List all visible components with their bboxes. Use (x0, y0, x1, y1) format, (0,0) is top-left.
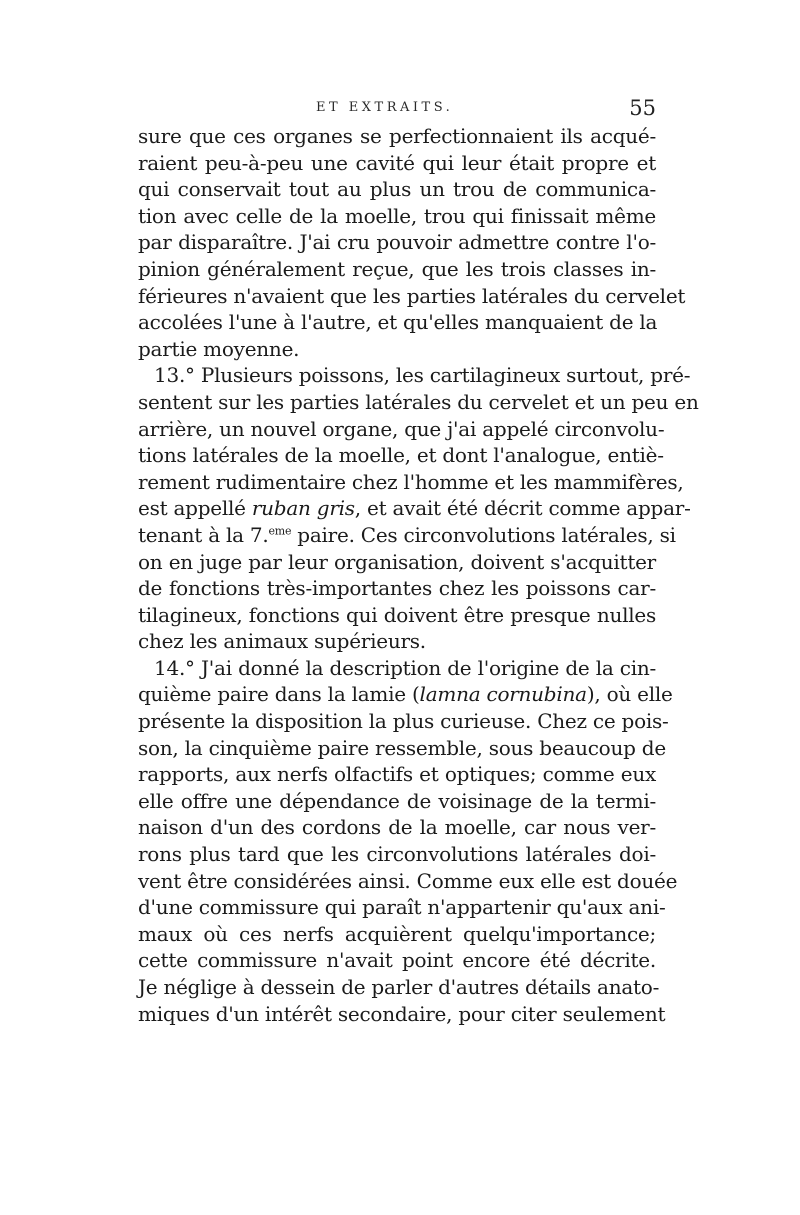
superscript: eme (268, 524, 292, 538)
running-head: ET EXTRAITS. (316, 100, 454, 115)
text-line: d'une commissure qui paraît n'appartenir qu'aux ani- (138, 895, 666, 920)
text-line: chez les animaux supérieurs. (138, 629, 426, 654)
text-segment: quième paire dans la lamie ( (138, 682, 420, 707)
text-segment: tenant à la 7. (138, 522, 269, 547)
text-line: son, la cinquième paire ressemble, sous beaucoup de (138, 735, 666, 760)
paragraph-13-start: 13.° Plusieurs poissons, les cartilagineux surtout, pré- (154, 363, 691, 388)
text-line: pinion généralement reçue, que les trois classes in- (138, 256, 656, 281)
text-line: Je néglige à dessein de parler d'autres détails anato- (138, 975, 660, 999)
text-line: naison d'un des cordons de la moelle, car nous ver- (138, 815, 656, 840)
text-line: rapports, aux nerfs olfactifs et optiques; comme eux (138, 762, 656, 787)
text-line: elle offre une dépendance de voisinage de la termi- (138, 788, 656, 813)
text-line: de fonctions très-importantes chez les poissons car- (138, 576, 656, 601)
italic-term: ruban gris (251, 496, 355, 521)
text-line: miques d'un intérêt secondaire, pour citer seulement (138, 1001, 666, 1026)
paragraph-14-start: 14.° J'ai donné la description de l'origine de la cin- (154, 655, 656, 680)
text-line: tilagineux, fonctions qui doivent être presque nulles (138, 602, 656, 627)
text-line: présente la disposition la plus curieuse. Chez ce pois- (138, 709, 669, 734)
text-line: sure que ces organes se perfectionnaient ils acqué- (138, 124, 656, 148)
text-line (138, 681, 673, 708)
text-line (138, 522, 676, 549)
italic-term: lamna cornubina (419, 682, 587, 707)
text-segment: ), où elle (586, 682, 673, 707)
text-line: raient peu-à-peu une cavité qui leur était propre et (138, 150, 656, 175)
text-line: sentent sur les parties latérales du cervelet et un peu en (138, 389, 699, 414)
text-line: par disparaître. J'ai cru pouvoir admettre contre l'o- (138, 230, 656, 255)
text-line: on en juge par leur organisation, doivent s'acquitter (138, 549, 656, 574)
text-line: rons plus tard que les circonvolutions latérales doi- (138, 842, 656, 867)
text-line: accolées l'une à l'autre, et qu'elles manquaient de la (138, 310, 658, 335)
text-line: tion avec celle de la moelle, trou qui finissait même (138, 203, 656, 228)
body-text (138, 123, 699, 1027)
text-line: vent être considérées ainsi. Comme eux elle est douée (138, 868, 678, 893)
text-line: qui conservait tout au plus un trou de communica- (138, 177, 656, 202)
page-number: 55 (629, 96, 656, 120)
text-line: cette commissure n'avait point encore été décrite. (138, 948, 656, 973)
text-segment: paire. Ces circonvolutions latérales, si (291, 522, 676, 547)
text-line: férieures n'avaient que les parties latérales du cervelet (138, 283, 686, 308)
text-line: rement rudimentaire chez l'homme et les mammifères, (138, 469, 684, 494)
text-segment: , et avait été décrit comme appar- (354, 496, 691, 521)
text-line (138, 495, 691, 522)
text-line: maux où ces nerfs acquièrent quelqu'importance; (138, 921, 656, 946)
text-line: tions latérales de la moelle, et dont l'analogue, entiè- (138, 443, 664, 468)
text-line: arrière, un nouvel organe, que j'ai appelé circonvolu- (138, 416, 665, 441)
page-header (138, 96, 658, 126)
text-segment: est appellé (138, 496, 252, 521)
text-line: partie moyenne. (138, 336, 300, 361)
